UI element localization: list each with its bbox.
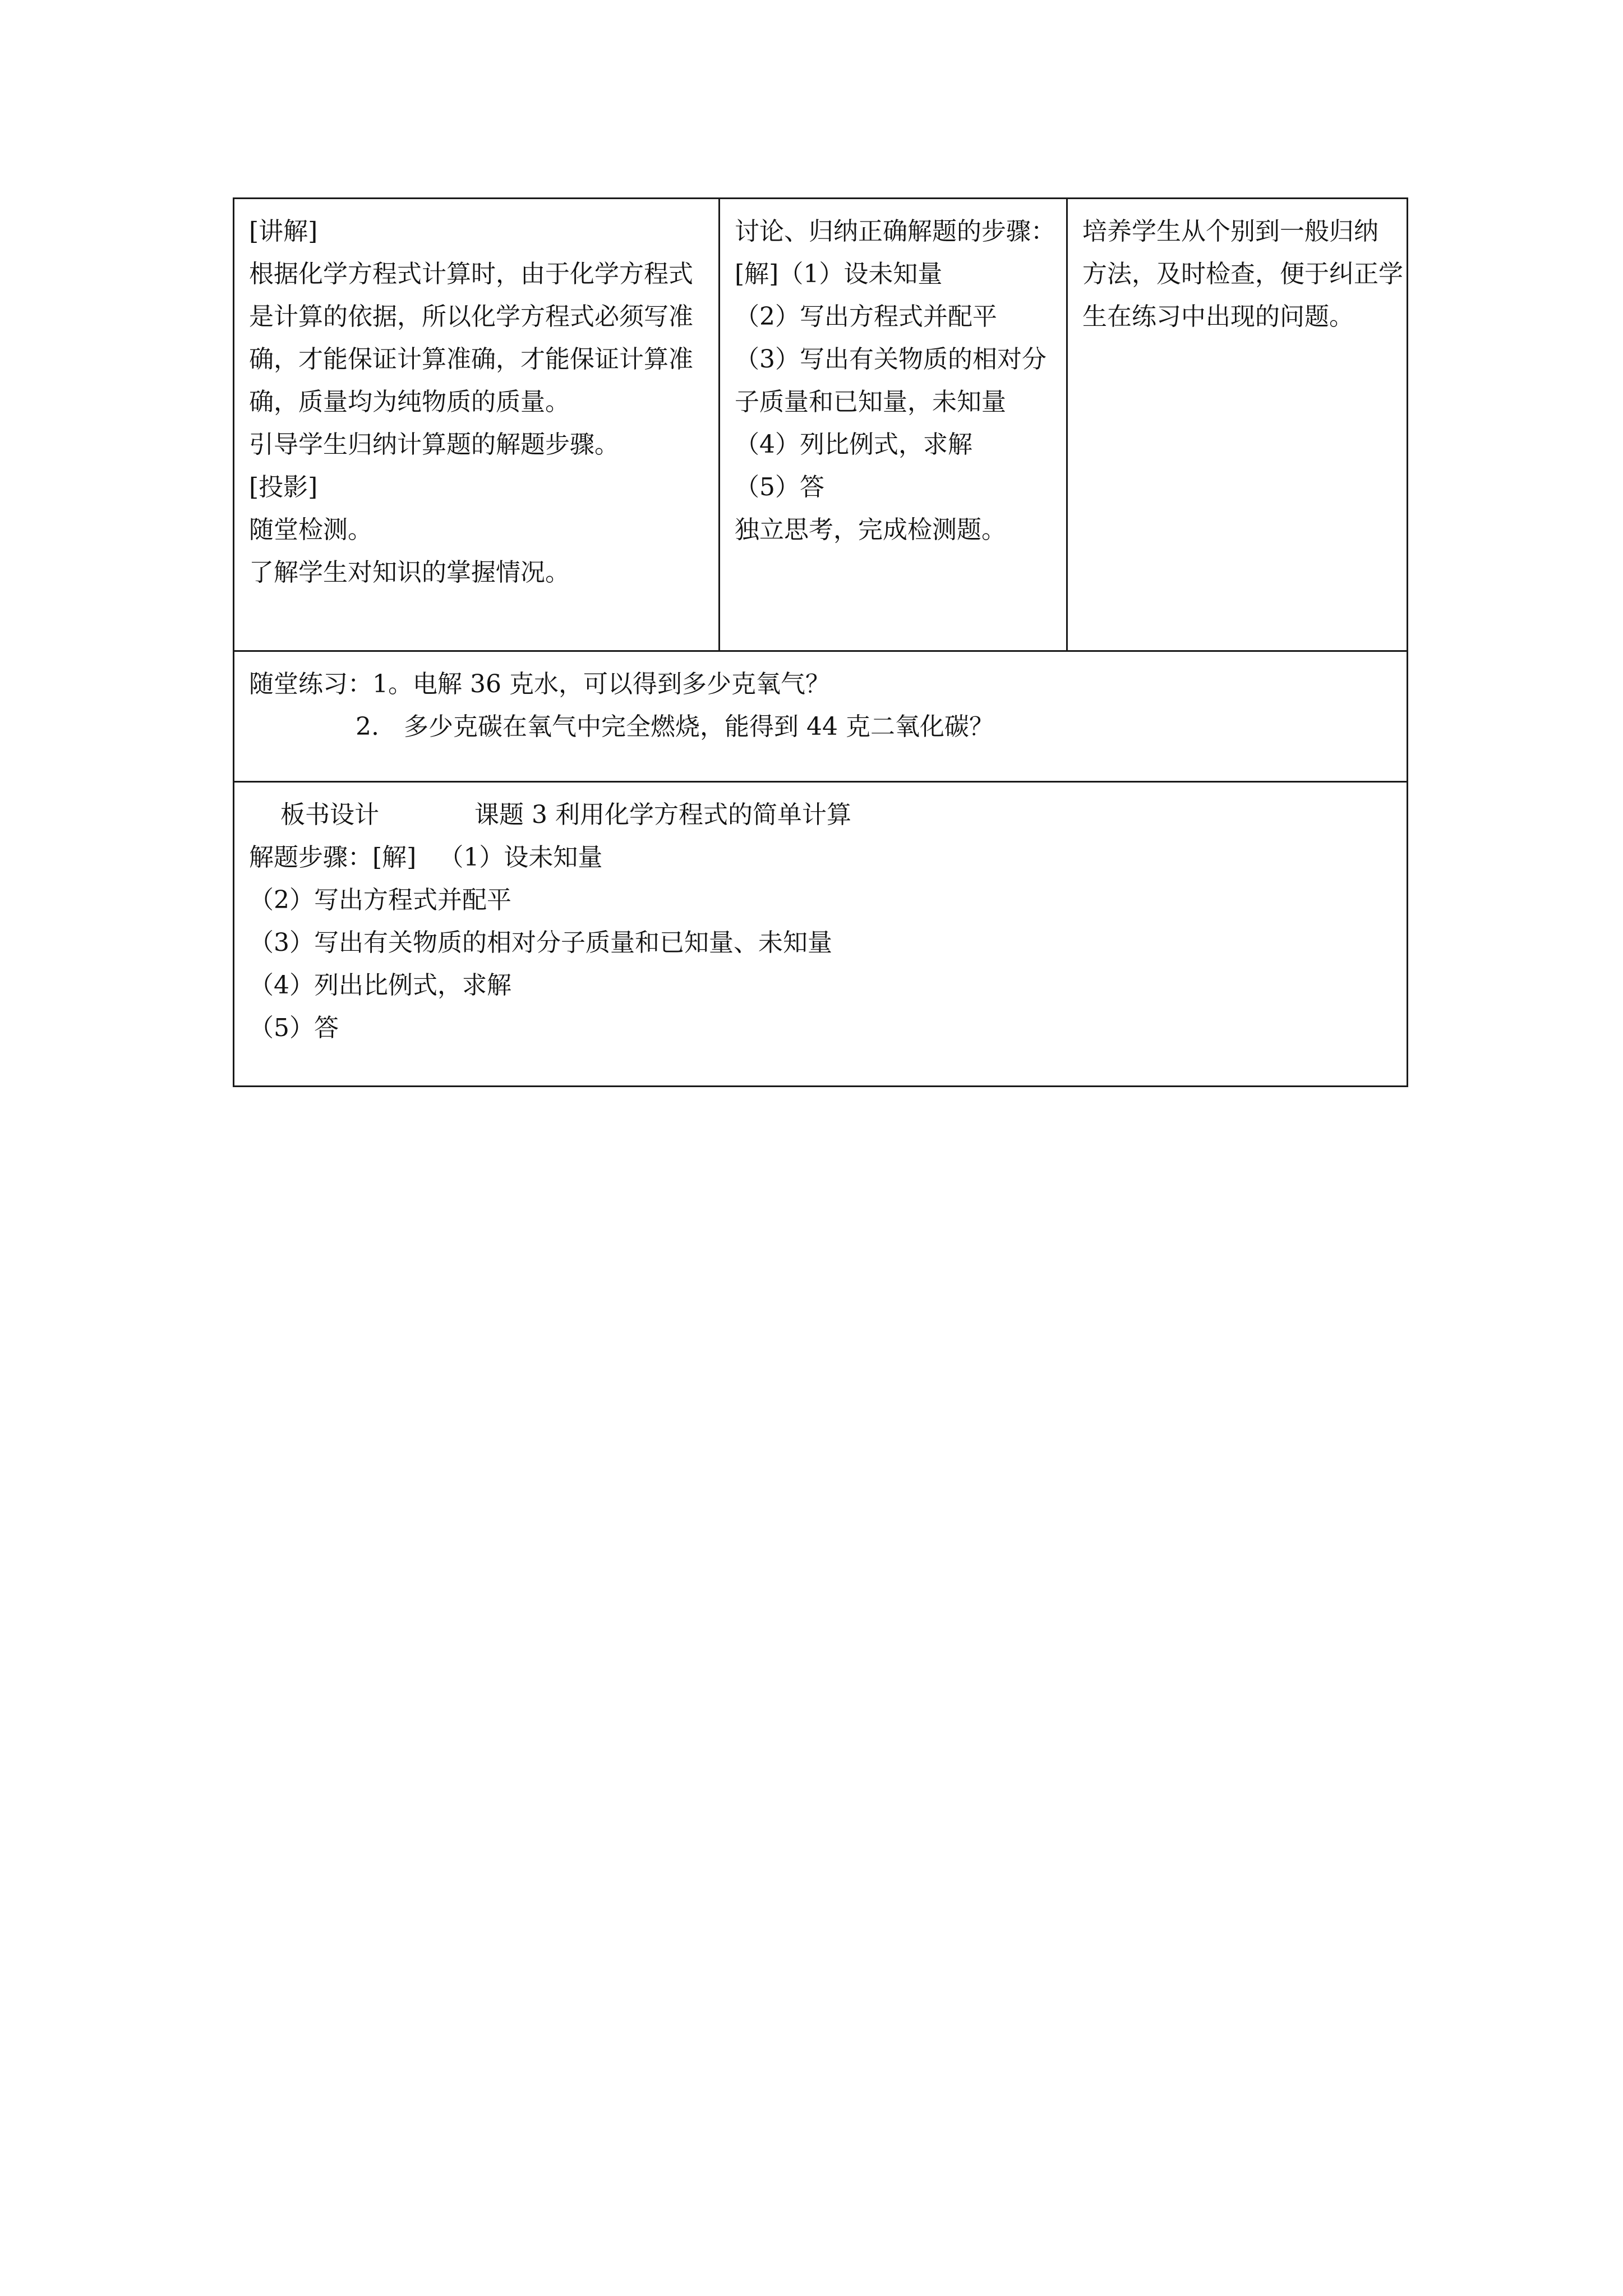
text-line: 讨论、归纳正确解题的步骤： [735, 217, 1055, 246]
text-line: （2）写出方程式并配平 [735, 302, 997, 331]
practice-question-1: 随堂练习：1。电解 36 克水，可以得到多少克氧气？ [249, 670, 830, 698]
lesson-title: 课题 3 利用化学方程式的简单计算 [474, 800, 851, 829]
lesson-plan-table [233, 197, 1408, 1087]
text-line: 生在练习中出现的问题。 [1082, 302, 1354, 331]
text-line: 确，才能保证计算准确，才能保证计算准 [249, 345, 693, 374]
step-line: （3）写出有关物质的相对分子质量和已知量、未知量 [249, 928, 832, 957]
practice-cell [234, 651, 1408, 782]
board-title-line [249, 794, 1395, 836]
text-line: 引导学生归纳计算题的解题步骤。 [249, 430, 619, 459]
text-line: （3）写出有关物质的相对分 [735, 345, 1046, 374]
board-design-cell [234, 782, 1408, 1087]
student-activity-cell [720, 199, 1067, 651]
step-line: （5）答 [249, 1014, 339, 1042]
practice-row [234, 651, 1408, 782]
text-line: 是计算的依据，所以化学方程式必须写准 [249, 302, 693, 331]
text-line: 根据化学方程式计算时，由于化学方程式 [249, 260, 693, 288]
step-1: （1）设未知量 [439, 843, 603, 872]
design-intent-cell [1067, 199, 1408, 651]
text-line: [投影] [249, 473, 318, 501]
teaching-process-row [234, 199, 1408, 651]
text-line: 独立思考，完成检测题。 [735, 516, 1006, 544]
step-line: （2）写出方程式并配平 [249, 886, 511, 914]
board-label: 板书设计 [280, 800, 379, 829]
teacher-activity-cell [234, 199, 720, 651]
text-line: 子质量和已知量，未知量 [735, 388, 1006, 416]
text-line: 培养学生从个别到一般归纳 [1082, 217, 1378, 246]
step-line: （4）列出比例式，求解 [249, 971, 511, 1000]
text-line: 了解学生对知识的掌握情况。 [249, 558, 570, 587]
steps-first-line [249, 836, 1395, 879]
text-line: （4）列比例式，求解 [735, 430, 972, 459]
text-line: 方法，及时检查，便于纠正学 [1082, 260, 1403, 288]
board-design-row [234, 782, 1408, 1087]
text-line: 随堂检测。 [249, 516, 372, 544]
text-line: [讲解] [249, 217, 318, 246]
steps-prefix: 解题步骤：[解] [249, 843, 417, 872]
text-line: [解]（1）设未知量 [735, 260, 943, 288]
text-line: （5）答 [735, 473, 824, 501]
text-line: 确，质量均为纯物质的质量。 [249, 388, 570, 416]
practice-question-2: 2. 多少克碳在氧气中完全燃烧，能得到 44 克二氧化碳？ [356, 712, 994, 741]
